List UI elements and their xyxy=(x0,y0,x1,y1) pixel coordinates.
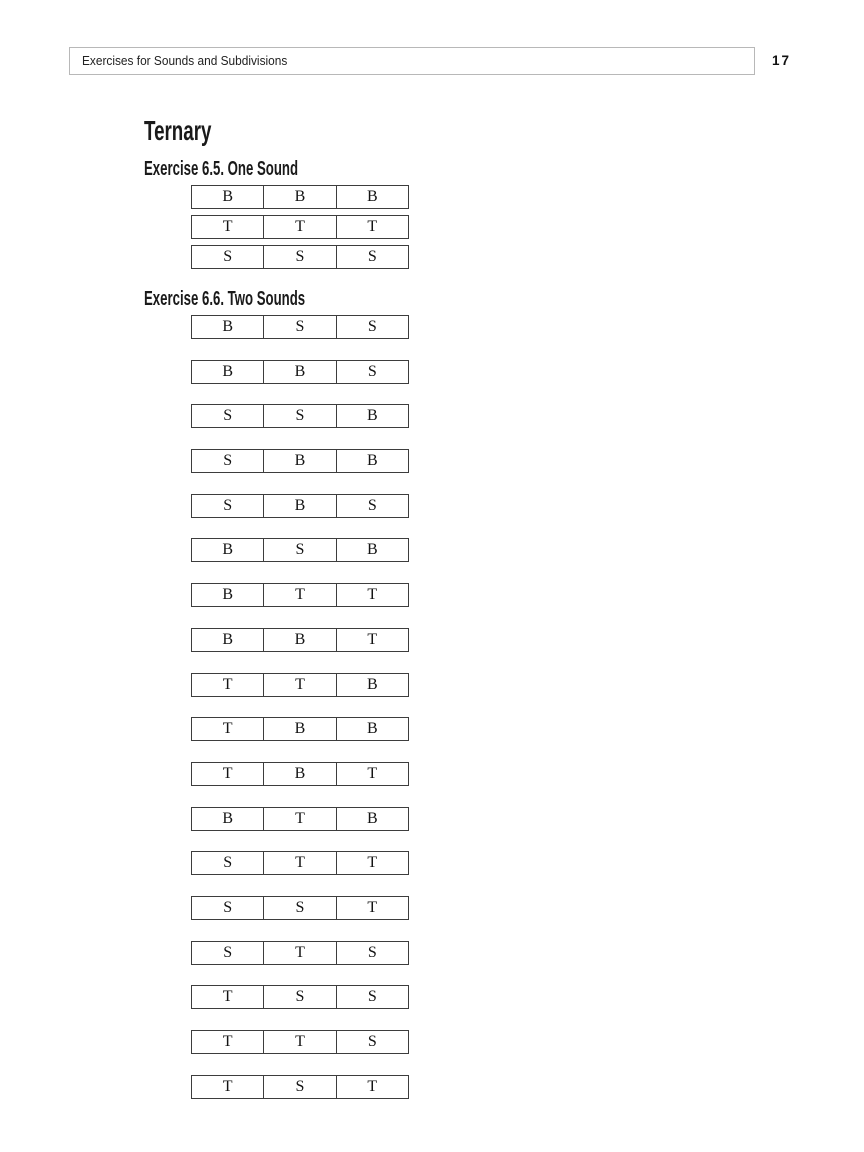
sound-row xyxy=(191,494,409,518)
sound-cell: B xyxy=(263,450,335,472)
sound-cell: B xyxy=(263,718,335,740)
sound-row xyxy=(191,215,409,239)
sound-cell: T xyxy=(263,216,335,238)
exercise-6-6-rows xyxy=(191,315,409,1099)
sound-cell: S xyxy=(263,986,335,1008)
page-number: 17 xyxy=(772,53,792,68)
sound-row xyxy=(191,538,409,562)
sound-cell: T xyxy=(263,942,335,964)
sound-cell: B xyxy=(222,586,233,604)
sound-row xyxy=(191,360,409,384)
sound-cell: B xyxy=(222,541,233,559)
sound-cell: S xyxy=(223,496,233,514)
sound-row xyxy=(191,404,409,428)
sound-cell: S xyxy=(223,943,233,961)
sound-cell: T xyxy=(222,1033,233,1050)
sound-cell: T xyxy=(222,675,233,693)
sound-row xyxy=(191,315,409,339)
sound-cell: B xyxy=(336,186,408,208)
sound-cell: T xyxy=(263,584,335,606)
exercise-6-5-title: Exercise 6.5. One Sound xyxy=(144,158,299,180)
sound-cell: B xyxy=(263,495,335,517)
sound-cell: T xyxy=(336,629,408,651)
sound-row xyxy=(191,807,409,831)
sound-cell: T xyxy=(336,852,408,874)
running-header-box xyxy=(69,47,755,75)
sound-cell: T xyxy=(263,674,335,696)
sound-cell: S xyxy=(223,898,233,916)
sound-row xyxy=(191,185,409,209)
sound-row xyxy=(191,941,409,965)
sound-row xyxy=(191,717,409,741)
sound-cell: T xyxy=(336,584,408,606)
sound-cell: S xyxy=(223,452,233,470)
running-header-title: Exercises for Sounds and Subdivisions xyxy=(82,54,288,68)
sound-cell: B xyxy=(263,361,335,383)
sound-row xyxy=(191,673,409,697)
sound-cell: B xyxy=(263,629,335,651)
sound-cell: B xyxy=(336,450,408,472)
sound-cell: S xyxy=(223,854,233,872)
sound-cell: S xyxy=(336,361,408,383)
sound-cell: T xyxy=(336,216,408,238)
sound-row xyxy=(191,896,409,920)
sound-cell: B xyxy=(263,763,335,785)
sound-cell: S xyxy=(336,246,408,268)
exercise-6-5-rows xyxy=(191,185,409,269)
sound-cell: B xyxy=(336,808,408,830)
sound-cell: S xyxy=(263,897,335,919)
sound-row xyxy=(191,1075,409,1099)
sound-cell: T xyxy=(222,218,233,235)
sound-cell: B xyxy=(336,539,408,561)
sound-cell: S xyxy=(263,405,335,427)
section-title: Ternary xyxy=(144,115,212,146)
sound-cell: S xyxy=(263,1076,335,1098)
sound-row xyxy=(191,449,409,473)
sound-cell: B xyxy=(336,718,408,740)
sound-cell: T xyxy=(263,1031,335,1053)
sound-row xyxy=(191,985,409,1009)
sound-cell: B xyxy=(222,630,233,648)
sound-cell: S xyxy=(223,248,233,265)
sound-cell: T xyxy=(263,852,335,874)
sound-cell: T xyxy=(336,763,408,785)
sound-cell: S xyxy=(336,316,408,338)
sound-cell: T xyxy=(263,808,335,830)
sound-cell: T xyxy=(222,1077,233,1095)
sound-row xyxy=(191,762,409,786)
sound-cell: S xyxy=(336,1031,408,1053)
sound-row xyxy=(191,628,409,652)
sound-cell: B xyxy=(263,186,335,208)
sound-cell: T xyxy=(336,897,408,919)
sound-cell: B xyxy=(222,362,233,380)
sound-row xyxy=(191,583,409,607)
sound-cell: B xyxy=(222,318,233,335)
sound-cell: T xyxy=(222,988,233,1006)
sound-cell: B xyxy=(336,405,408,427)
sound-cell: S xyxy=(223,407,233,425)
sound-cell: S xyxy=(336,986,408,1008)
sound-cell: B xyxy=(222,188,233,205)
sound-cell: B xyxy=(336,674,408,696)
sound-cell: S xyxy=(263,316,335,338)
exercise-6-6-title: Exercise 6.6. Two Sounds xyxy=(144,288,306,310)
sound-row xyxy=(191,851,409,875)
sound-row xyxy=(191,1030,409,1054)
sound-cell: T xyxy=(222,720,233,738)
sound-cell: S xyxy=(263,539,335,561)
sound-cell: B xyxy=(222,809,233,827)
sound-row xyxy=(191,245,409,269)
sound-cell: T xyxy=(222,764,233,782)
sound-cell: S xyxy=(263,246,335,268)
sound-cell: S xyxy=(336,942,408,964)
sound-cell: T xyxy=(336,1076,408,1098)
sound-cell: S xyxy=(336,495,408,517)
